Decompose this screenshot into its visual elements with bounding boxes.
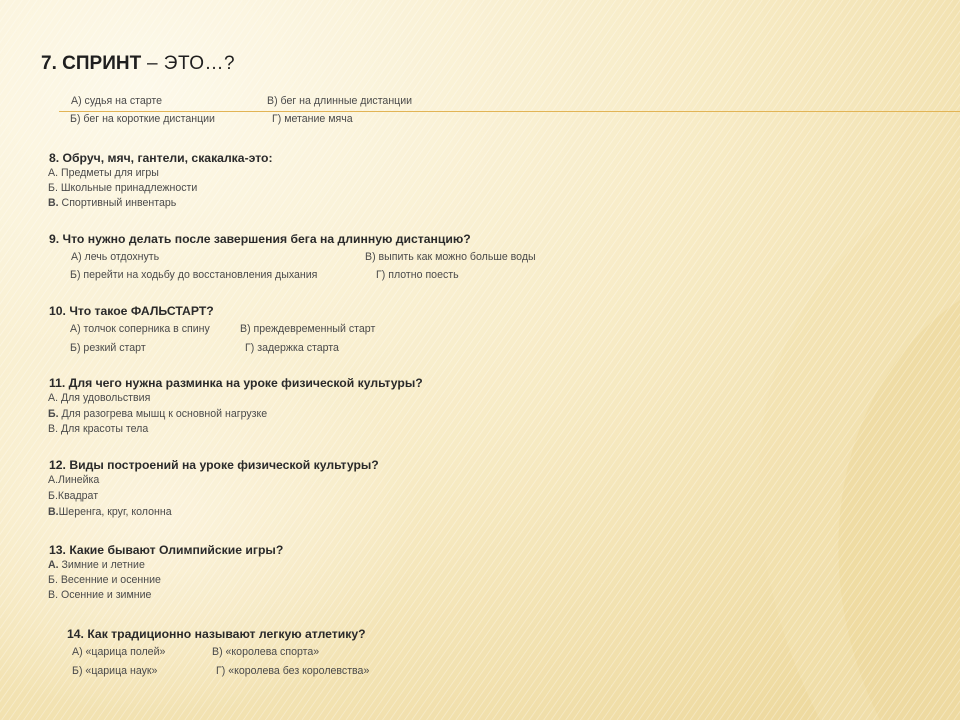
q12-option-v bbox=[48, 506, 172, 518]
q14-option-b: Б) «царица наук» bbox=[72, 665, 158, 677]
q12-option-b: Б.Квадрат bbox=[48, 490, 99, 502]
question-11: 11. Для чего нужна разминка на уроке физической культуры? bbox=[49, 376, 423, 390]
q14-option-v: В) «королева спорта» bbox=[212, 646, 320, 658]
q9-option-a: А) лечь отдохнуть bbox=[71, 251, 160, 263]
title-underline bbox=[59, 111, 960, 112]
q14-option-g: Г) «королева без королевства» bbox=[216, 665, 370, 677]
q10-option-a: А) толчок соперника в спину bbox=[70, 323, 210, 335]
q9-option-g: Г) плотно поесть bbox=[376, 269, 459, 281]
question-10: 10. Что такое ФАЛЬСТАРТ? bbox=[49, 304, 214, 318]
q12-option-a: А.Линейка bbox=[48, 474, 100, 486]
q7-option-v: В) бег на длинные дистанции bbox=[267, 95, 413, 107]
q12-option-v-text: Шеренга, круг, колонна bbox=[58, 506, 172, 518]
q10-option-g: Г) задержка старта bbox=[245, 342, 339, 354]
question-14: 14. Как традиционно называют легкую атлетику? bbox=[67, 627, 366, 641]
q11-answer-mark: Б. bbox=[48, 408, 59, 420]
q8-option-v-text: Спортивный инвентарь bbox=[58, 197, 177, 209]
question-13: 13. Какие бывают Олимпийские игры? bbox=[49, 543, 284, 557]
q13-answer-mark: А. bbox=[48, 559, 59, 571]
q11-option-b bbox=[48, 408, 267, 420]
question-7-title bbox=[41, 53, 235, 75]
q11-option-v: В. Для красоты тела bbox=[48, 423, 149, 435]
q8-answer-mark: В. bbox=[48, 197, 59, 209]
q13-option-v: В. Осенние и зимние bbox=[48, 589, 152, 601]
q13-option-b: Б. Весенние и осенние bbox=[48, 574, 161, 586]
q7-option-g: Г) метание мяча bbox=[272, 113, 353, 125]
question-8: 8. Обруч, мяч, гантели, скакалка-это: bbox=[49, 151, 273, 165]
q13-option-a-text: Зимние и летние bbox=[58, 559, 145, 571]
q11-option-a: А. Для удовольствия bbox=[48, 392, 151, 404]
q14-option-a: А) «царица полей» bbox=[72, 646, 166, 658]
q8-option-a: А. Предметы для игры bbox=[48, 167, 159, 179]
q7-option-a: А) судья на старте bbox=[71, 95, 163, 107]
q9-option-b: Б) перейти на ходьбу до восстановления дыхания bbox=[70, 269, 318, 281]
question-12: 12. Виды построений на уроке физической культуры? bbox=[49, 458, 379, 472]
q12-answer-mark: В. bbox=[48, 506, 59, 518]
q11-option-b-text: Для разогрева мышц к основной нагрузке bbox=[58, 408, 268, 420]
q9-option-v: В) выпить как можно больше воды bbox=[365, 251, 536, 263]
q10-option-b: Б) резкий старт bbox=[70, 342, 146, 354]
q7-option-b: Б) бег на короткие дистанции bbox=[70, 113, 215, 125]
q13-option-a bbox=[48, 559, 145, 571]
q8-option-b: Б. Школьные принадлежности bbox=[48, 182, 198, 194]
question-9: 9. Что нужно делать после завершения бега на длинную дистанцию? bbox=[49, 232, 471, 246]
question-7-keyword: СПРИНТ bbox=[62, 53, 142, 74]
question-7-number: 7. bbox=[41, 53, 57, 74]
question-7-rest: – ЭТО…? bbox=[141, 53, 236, 74]
q10-option-v: В) преждевременный старт bbox=[240, 323, 376, 335]
q8-option-v bbox=[48, 197, 176, 209]
